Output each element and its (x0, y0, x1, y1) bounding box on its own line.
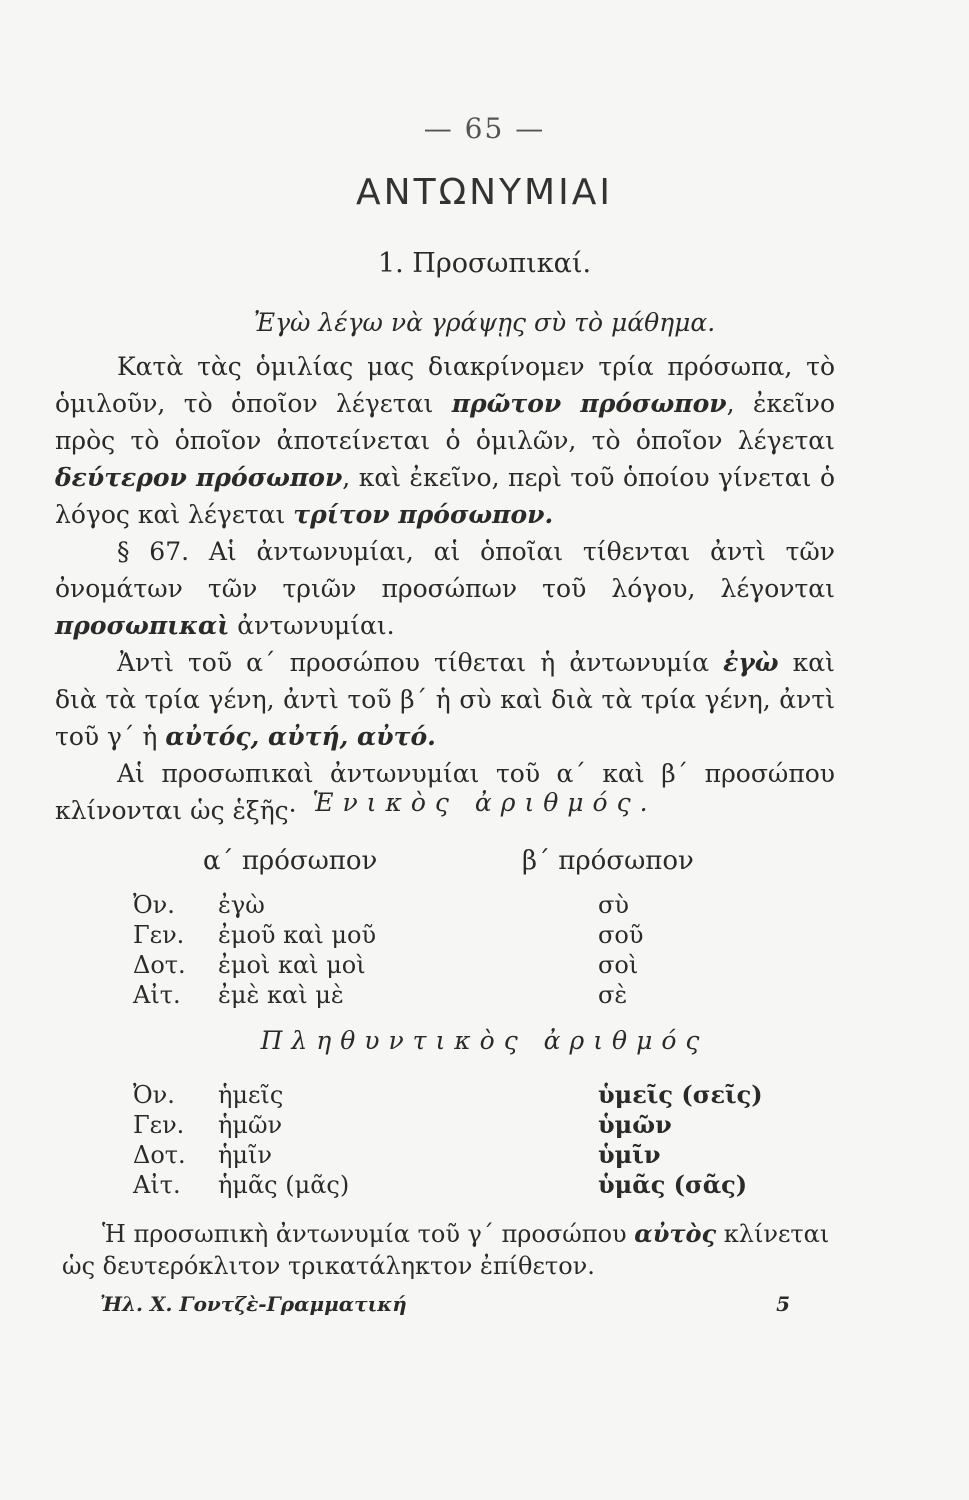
footer-source: Ἠλ. Χ. Γοντζὲ-Γραμματική (100, 1292, 407, 1316)
table-row: Δοτ. ἐμοὶ καὶ μοὶ σοὶ (133, 951, 639, 979)
singular-heading: Ἑνικὸς ἀριθμός. (312, 788, 657, 817)
first-person-header: α΄ πρόσωπον (203, 846, 378, 876)
table-row: Γεν. ἐμοῦ καὶ μοῦ σοῦ (133, 921, 644, 949)
paragraph-definition: § 67. Αἱ ἀντωνυμίαι, αἱ ὁποῖαι τίθενται ἀντὶ τῶν ὀνομάτων τῶν τριῶν προσώπων τοῦ λόγου, λέγονται προσωπικαὶ ἀντωνυμίαι. (55, 537, 835, 640)
body-text (55, 348, 835, 829)
plural-table (133, 1080, 833, 1200)
table-row: Δοτ. ἡμῖν ὑμῖν (133, 1140, 661, 1169)
table-row: Γεν. ἡμῶν ὑμῶν (133, 1110, 672, 1139)
table-row: Αἰτ. ἡμᾶς (μᾶς) ὑμᾶς (σᾶς) (133, 1170, 748, 1199)
chapter-title: ΑΝΤΩΝΥΜΙΑΙ (356, 172, 613, 213)
section-title: 1. Προσωπικαί. (377, 248, 592, 279)
second-person-header: β΄ πρόσωπον (522, 846, 694, 876)
plural-heading: Πληθυντικὸς ἀριθμός (260, 1026, 709, 1055)
table-row: Ὀν. ἐγὼ σὺ (133, 891, 629, 919)
page-number: — 65 — (423, 112, 546, 145)
paragraph-declension: Αἱ προσωπικαὶ ἀντωνυμίαι τοῦ α΄ καὶ β΄ προσώπου κλίνονται ὡς ἑξῆς· (55, 759, 835, 825)
table-row: Αἰτ. ἐμὲ καὶ μὲ σὲ (133, 981, 628, 1009)
singular-table (133, 890, 833, 1010)
paragraph-substitution: Ἀντὶ τοῦ α΄ προσώπου τίθεται ἡ ἀντωνυμία ἐγὼ καὶ διὰ τὰ τρία γένη, ἀντὶ τοῦ β΄ ἡ σὺ καὶ διὰ τὰ τρία γένη, ἀντὶ τοῦ γ΄ ἡ αὐτός, αὐτή, αὐτό. (55, 648, 835, 751)
footer (100, 1292, 790, 1316)
closing-paragraph: Ἡ προσωπικὴ ἀντωνυμία τοῦ γ΄ προσώπου αὐτὸς κλίνεται ὡς δευτερόκλιτον τρικατάληκτον ἐπίθετον. (62, 1219, 830, 1280)
table-row: Ὀν. ἡμεῖς ὑμεῖς (σεῖς) (133, 1080, 763, 1109)
paragraph-persons: Κατὰ τὰς ὁμιλίας μας διακρίνομεν τρία πρόσωπα, τὸ ὁμιλοῦν, τὸ ὁποῖον λέγεται πρῶτον πρόσωπον, ἐκεῖνο πρὸς τὸ ὁποῖον ἀποτείνεται ὁ ὁμιλῶν, τὸ ὁποῖον λέγεται δεύτερον πρόσωπον, καὶ ἐκεῖνο, περὶ τοῦ ὁποίου γίνεται ὁ λόγος καὶ λέγεται τρίτον πρόσωπον. (55, 352, 835, 529)
example-sentence: Ἐγὼ λέγω νὰ γράψῃς σὺ τὸ μάθημα. (253, 308, 716, 337)
signature-mark: 5 (776, 1292, 790, 1316)
